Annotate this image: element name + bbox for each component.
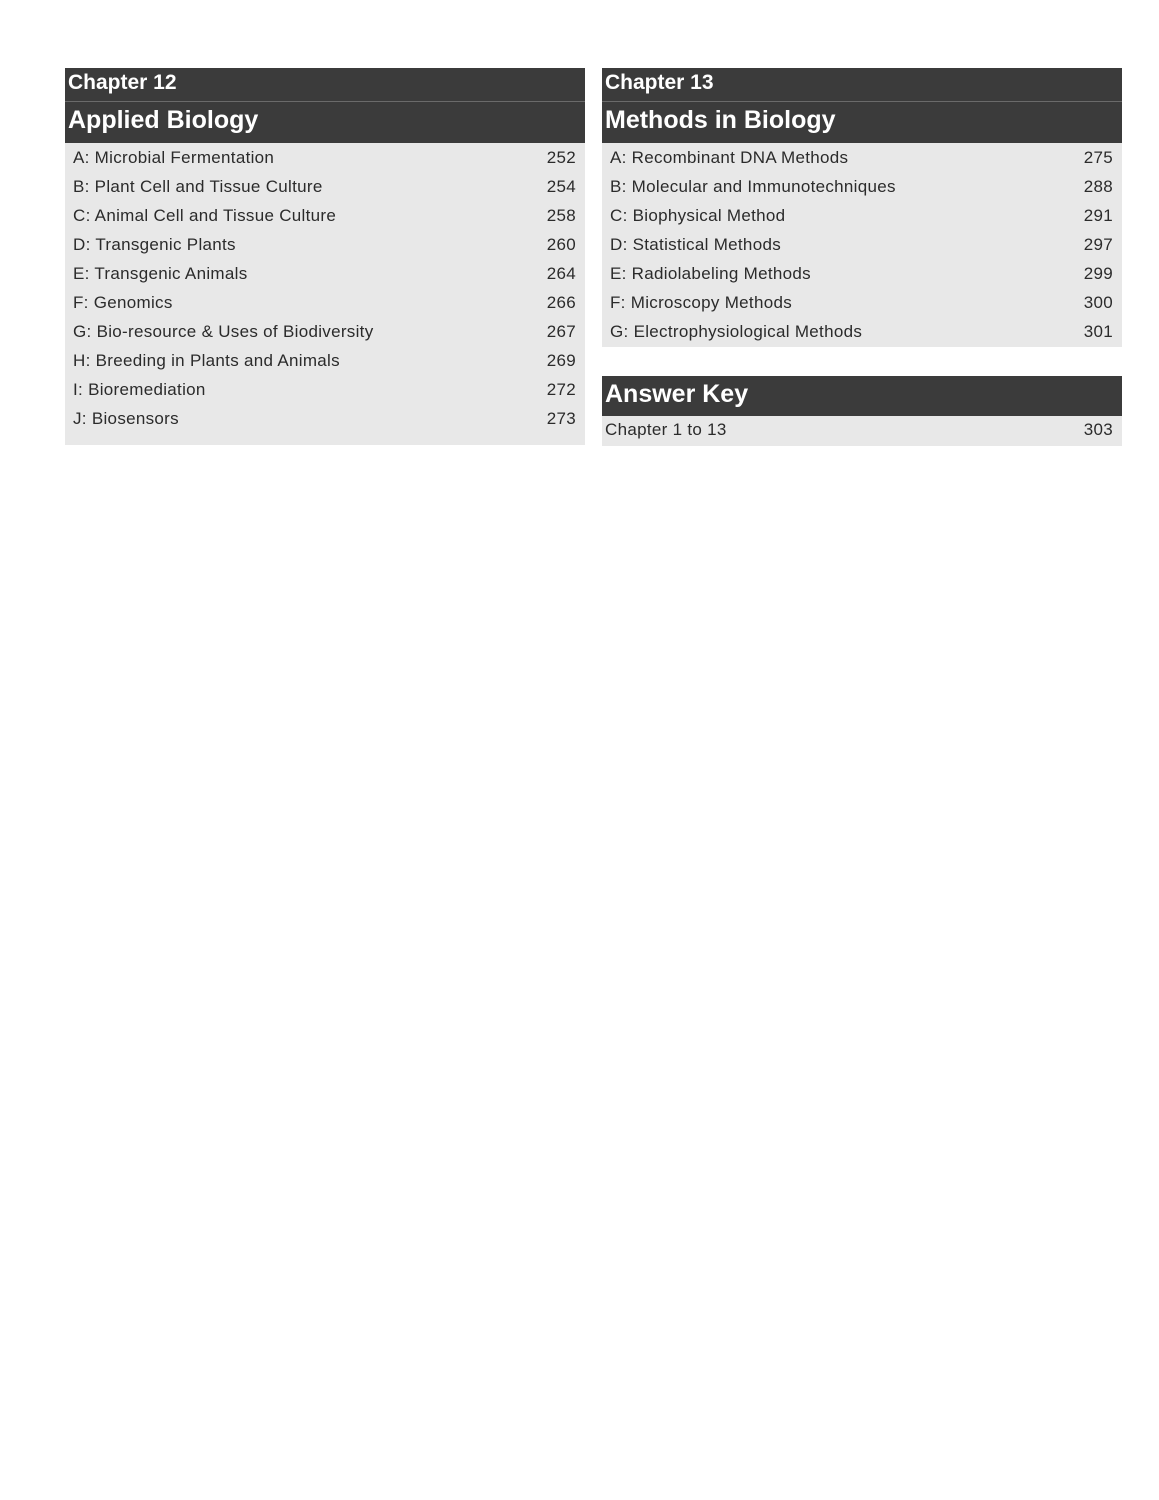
answer-key-section xyxy=(602,376,1122,446)
toc-entry[interactable] xyxy=(65,288,585,317)
toc-entry[interactable] xyxy=(65,259,585,288)
chapter-13-title: Methods in Biology xyxy=(605,106,836,134)
toc-entry-page: 266 xyxy=(546,292,576,312)
toc-entry-label: G: Electrophysiological Methods xyxy=(610,321,863,341)
answer-key-title: Answer Key xyxy=(605,380,749,408)
toc-entry-page: 267 xyxy=(546,321,576,341)
chapter-12-title: Applied Biology xyxy=(68,106,259,134)
toc-entry[interactable] xyxy=(602,201,1122,230)
toc-entry-page: 272 xyxy=(546,379,576,399)
toc-entry[interactable] xyxy=(65,143,585,172)
toc-entry-label: H: Breeding in Plants and Animals xyxy=(73,350,340,370)
toc-entry[interactable] xyxy=(602,288,1122,317)
toc-entry-label: C: Animal Cell and Tissue Culture xyxy=(73,205,337,225)
toc-entry-label: A: Recombinant DNA Methods xyxy=(610,147,849,167)
toc-entry-page: 299 xyxy=(1083,263,1113,283)
toc-entry-page: 269 xyxy=(546,350,576,370)
toc-entry-page: 300 xyxy=(1083,292,1113,312)
toc-entry-page: 288 xyxy=(1083,176,1113,196)
chapter-12-contents xyxy=(65,143,585,445)
toc-entry-label: B: Molecular and Immunotechniques xyxy=(610,176,896,196)
toc-entry[interactable] xyxy=(65,230,585,259)
toc-entry-page: 258 xyxy=(546,205,576,225)
toc-entry[interactable] xyxy=(602,259,1122,288)
toc-entry-label: Chapter 1 to 13 xyxy=(605,419,727,439)
toc-entry-label: I: Bioremediation xyxy=(73,379,206,399)
toc-entry-page: 254 xyxy=(546,176,576,196)
toc-entry-page: 303 xyxy=(1083,419,1113,439)
toc-entry[interactable] xyxy=(65,172,585,201)
chapter-13-contents xyxy=(602,143,1122,347)
toc-entry-label: E: Radiolabeling Methods xyxy=(610,263,811,283)
toc-entry[interactable] xyxy=(65,201,585,230)
toc-entry-page: 252 xyxy=(546,147,576,167)
toc-entry-page: 264 xyxy=(546,263,576,283)
toc-entry-label: F: Genomics xyxy=(73,292,173,312)
chapter-12-header xyxy=(65,68,585,143)
toc-entry[interactable] xyxy=(65,404,585,433)
chapter-13-header xyxy=(602,68,1122,143)
toc-entry-page: 297 xyxy=(1083,234,1113,254)
chapter-13-section xyxy=(602,68,1122,347)
toc-entry[interactable] xyxy=(602,317,1122,346)
chapter-12-section xyxy=(65,68,585,445)
chapter-13-label: Chapter 13 xyxy=(602,68,1122,102)
toc-entry[interactable] xyxy=(65,346,585,375)
toc-entry-label: A: Microbial Fermentation xyxy=(73,147,275,167)
chapter-12-label: Chapter 12 xyxy=(65,68,585,102)
toc-entry-label: J: Biosensors xyxy=(73,408,179,428)
toc-entry-page: 273 xyxy=(546,408,576,428)
toc-entry[interactable] xyxy=(602,230,1122,259)
toc-entry-label: F: Microscopy Methods xyxy=(610,292,793,312)
toc-entry-label: E: Transgenic Animals xyxy=(73,263,248,283)
toc-entry-label: G: Bio-resource & Uses of Biodiversity xyxy=(73,321,374,341)
answer-key-header xyxy=(602,376,1122,416)
toc-entry-label: B: Plant Cell and Tissue Culture xyxy=(73,176,323,196)
toc-entry[interactable] xyxy=(602,416,1122,443)
answer-key-contents xyxy=(602,416,1122,446)
toc-entry[interactable] xyxy=(65,375,585,404)
toc-entry-label: D: Statistical Methods xyxy=(610,234,781,254)
toc-entry-page: 291 xyxy=(1083,205,1113,225)
toc-entry-label: C: Biophysical Method xyxy=(610,205,786,225)
toc-entry[interactable] xyxy=(602,172,1122,201)
toc-entry-label: D: Transgenic Plants xyxy=(73,234,236,254)
toc-entry[interactable] xyxy=(65,317,585,346)
toc-entry-page: 275 xyxy=(1083,147,1113,167)
toc-entry-page: 301 xyxy=(1083,321,1113,341)
toc-entry-page: 260 xyxy=(546,234,576,254)
toc-entry[interactable] xyxy=(602,143,1122,172)
